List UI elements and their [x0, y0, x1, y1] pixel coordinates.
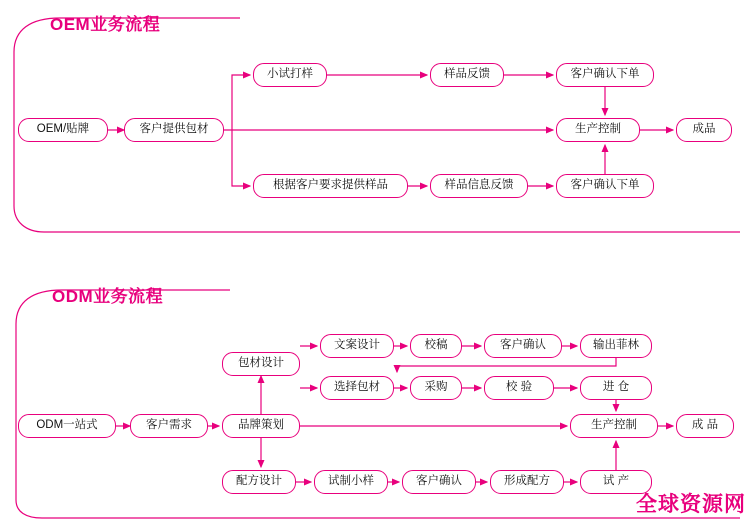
- odm-trial-small-sample[interactable]: 试制小样: [314, 470, 388, 494]
- odm-package-design[interactable]: 包材设计: [222, 352, 300, 376]
- odm-customer-demand[interactable]: 客户需求: [130, 414, 208, 438]
- odm-finished-product[interactable]: 成 品: [676, 414, 734, 438]
- oem-sample-feedback[interactable]: 样品反馈: [430, 63, 504, 87]
- odm-form-formula[interactable]: 形成配方: [490, 470, 564, 494]
- odm-purchase[interactable]: 采购: [410, 376, 462, 400]
- odm-proofreading[interactable]: 校稿: [410, 334, 462, 358]
- oem-customer-confirm-order-bottom[interactable]: 客户确认下单: [556, 174, 654, 198]
- oem-production-control[interactable]: 生产控制: [556, 118, 640, 142]
- section-title-odm: ODM业务流程: [52, 287, 164, 306]
- odm-copy-design[interactable]: 文案设计: [320, 334, 394, 358]
- odm-customer-confirm-bottom[interactable]: 客户确认: [402, 470, 476, 494]
- odm-formula-design[interactable]: 配方设计: [222, 470, 296, 494]
- odm-select-package[interactable]: 选择包材: [320, 376, 394, 400]
- oem-provide-package[interactable]: 客户提供包材: [124, 118, 224, 142]
- odm-output-film[interactable]: 输出菲林: [580, 334, 652, 358]
- odm-inspection[interactable]: 校 验: [484, 376, 554, 400]
- odm-production-control[interactable]: 生产控制: [570, 414, 658, 438]
- oem-sample-info-feedback[interactable]: 样品信息反馈: [430, 174, 528, 198]
- odm-customer-confirm-top[interactable]: 客户确认: [484, 334, 562, 358]
- section-title-oem: OEM业务流程: [50, 15, 161, 34]
- odm-warehouse[interactable]: 进 仓: [580, 376, 652, 400]
- oem-trial-sample[interactable]: 小试打样: [253, 63, 327, 87]
- odm-trial-production[interactable]: 试 产: [580, 470, 652, 494]
- oem-customer-confirm-order-top[interactable]: 客户确认下单: [556, 63, 654, 87]
- watermark: 全球资源网: [636, 493, 746, 516]
- oem-finished-product[interactable]: 成品: [676, 118, 732, 142]
- odm-start[interactable]: ODM一站式: [18, 414, 116, 438]
- oem-provide-sample-by-request[interactable]: 根据客户要求提供样品: [253, 174, 408, 198]
- oem-start[interactable]: OEM/贴牌: [18, 118, 108, 142]
- odm-brand-planning[interactable]: 品牌策划: [222, 414, 300, 438]
